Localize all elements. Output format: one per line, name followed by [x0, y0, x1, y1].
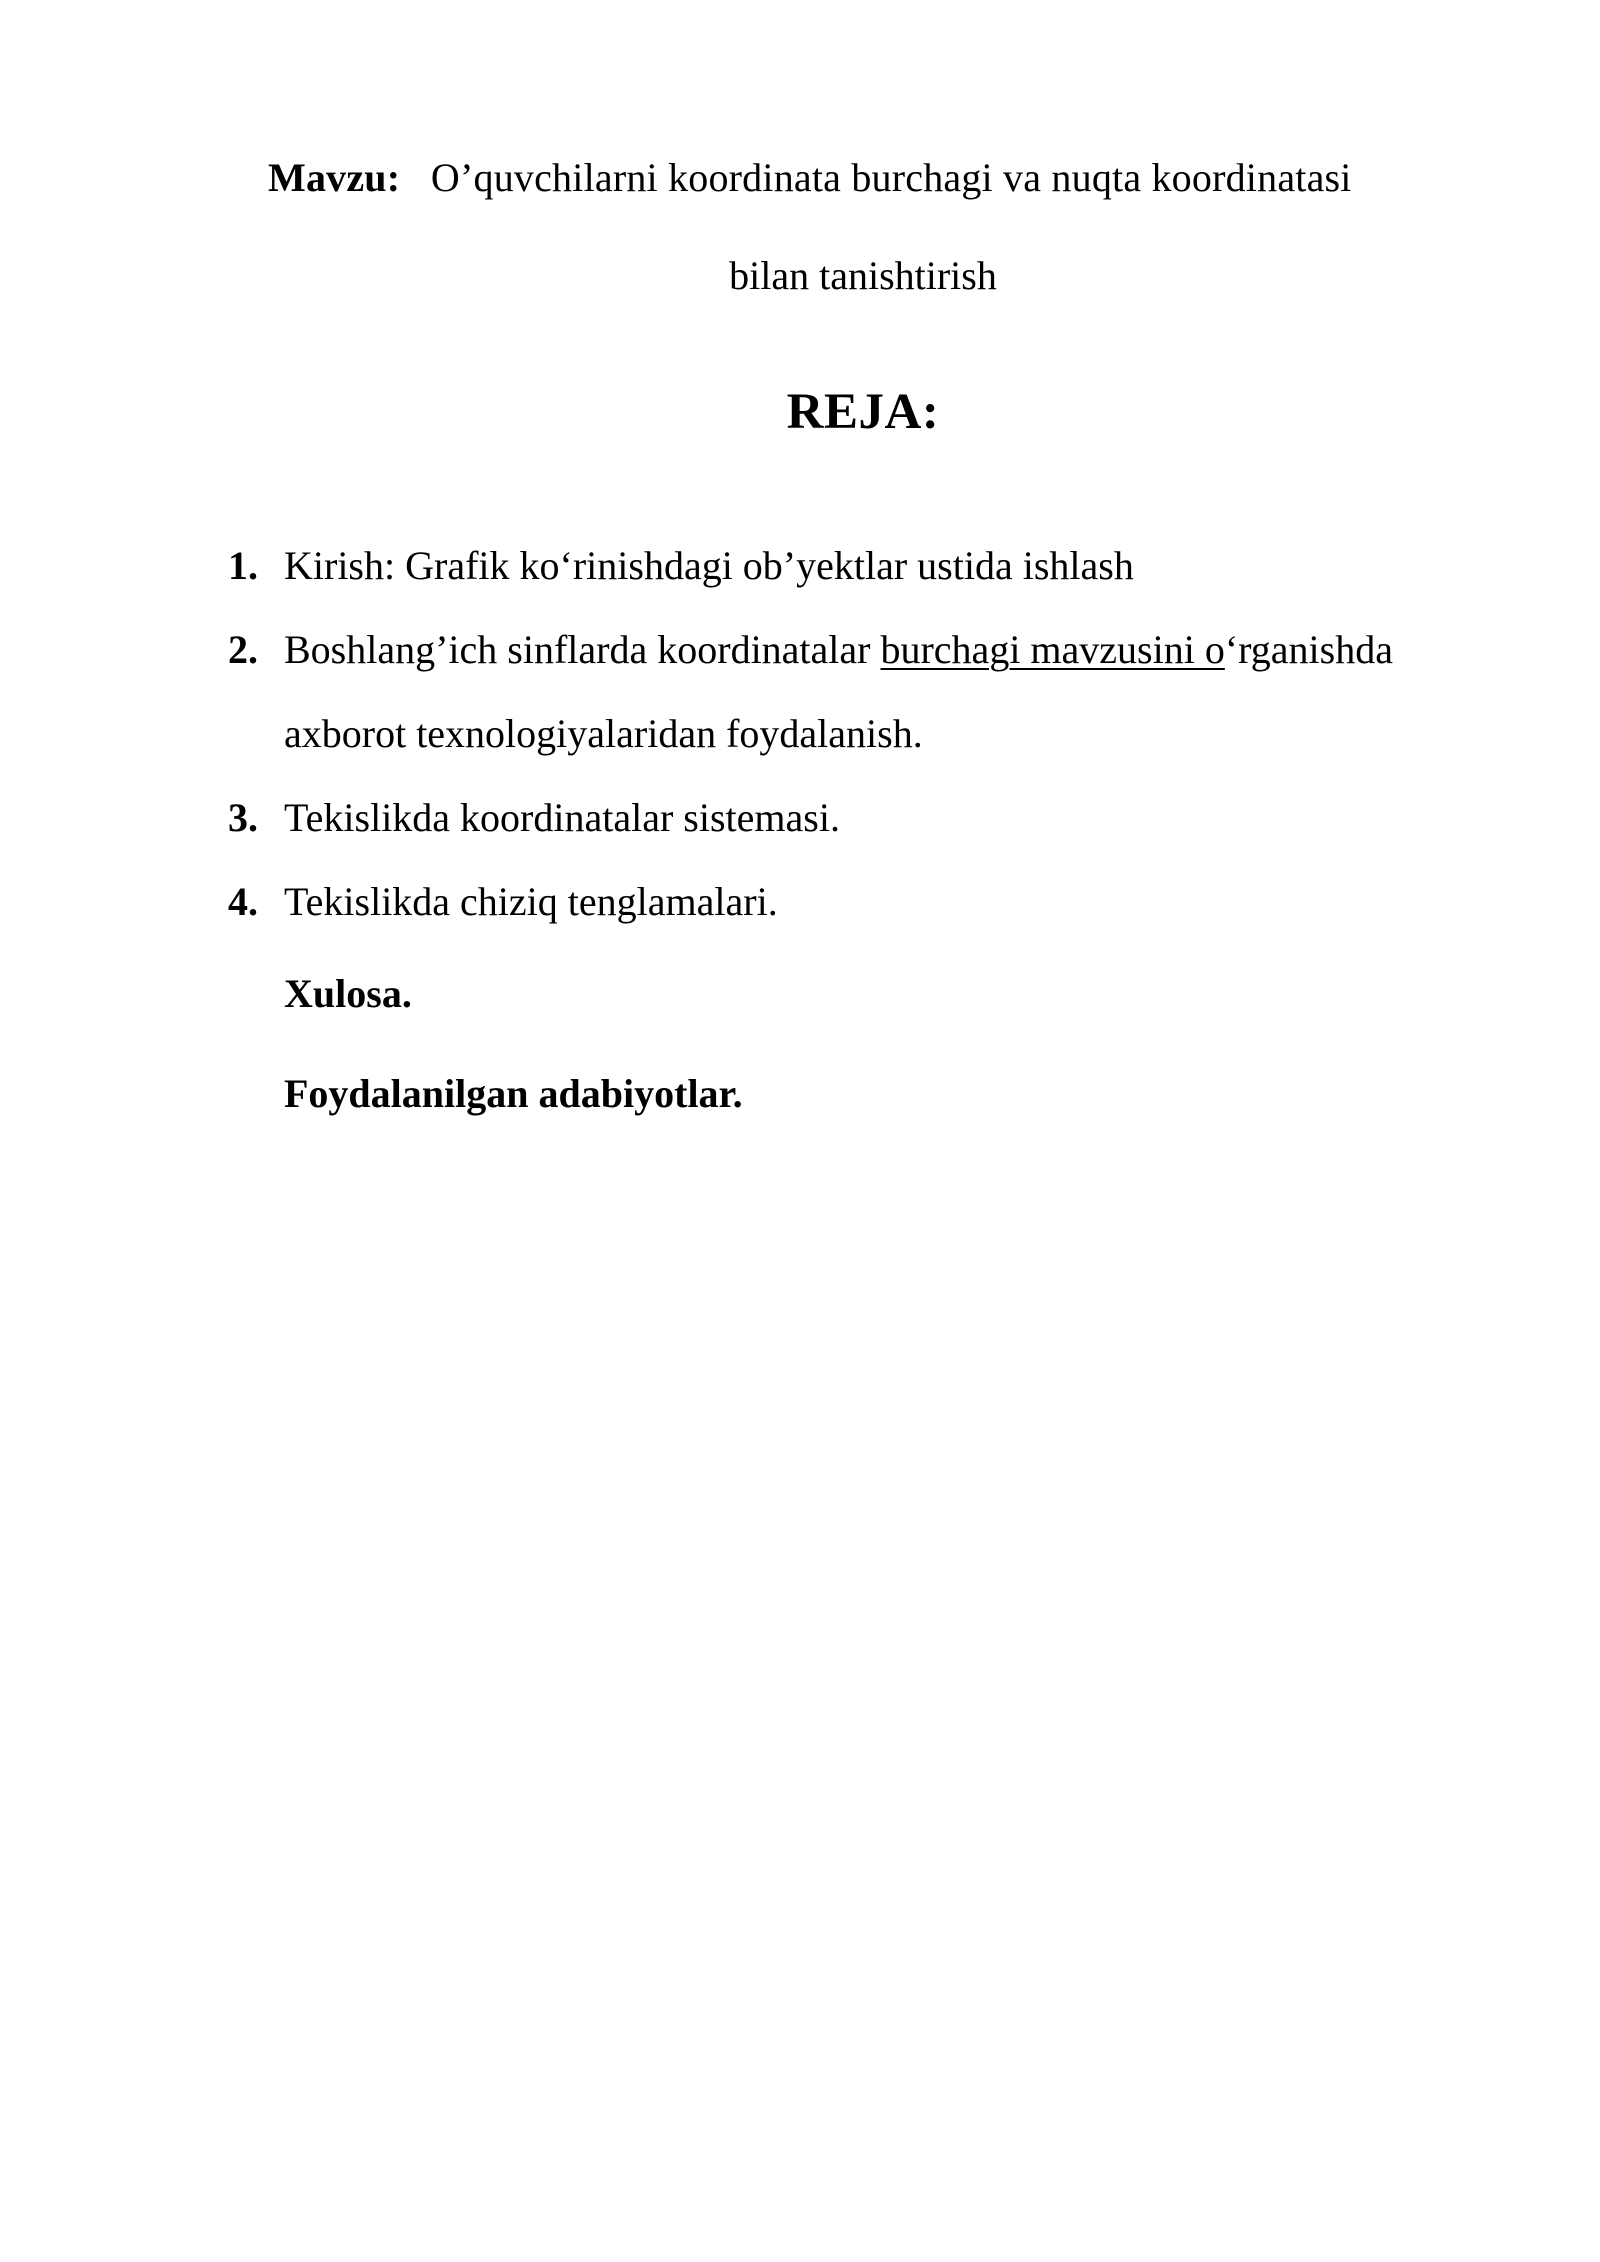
plan-heading: REJA: — [786, 384, 940, 440]
references-heading: Foydalanilgan adabiyotlar. — [284, 1071, 743, 1116]
plan-item-continuation: axborot texnologiyalaridan foydalanish. — [284, 711, 923, 756]
plan-item-text-end: ‘rganishda — [1224, 627, 1393, 672]
plan-item-3 — [228, 776, 1528, 860]
plan-item-number: 1. — [228, 543, 258, 588]
plan-item-1 — [228, 524, 1528, 608]
plan-item-number: 4. — [228, 879, 258, 924]
plan-item-2 — [228, 608, 1528, 776]
topic-text-separator — [410, 155, 430, 200]
plan-item-text: Kirish: Grafik ko‘rinishdagi ob’yektlar ustida ishlash — [284, 543, 1134, 588]
plan-item-4 — [228, 860, 1528, 944]
plan-item-text: Tekislikda chiziq tenglamalari. — [284, 879, 778, 924]
topic-line — [268, 152, 1468, 204]
topic-text-line2: bilan tanishtirish — [729, 253, 997, 298]
plan-item-underlined-text: burchagi mavzusini o — [880, 627, 1225, 672]
topic-label: Mavzu: — [268, 155, 401, 200]
topic-text-line1: O’quvchilarni koordinata burchagi va nuqta koordinatasi — [430, 155, 1352, 200]
plan-item-text: Tekislikda koordinatalar sistemasi. — [284, 795, 840, 840]
plan-list — [228, 524, 1528, 944]
plan-item-text-start: Boshlang’ich sinflarda koordinatalar — [284, 627, 881, 672]
plan-item-number: 2. — [228, 627, 258, 672]
conclusion-heading: Xulosa. — [284, 971, 412, 1016]
plan-item-number: 3. — [228, 795, 258, 840]
